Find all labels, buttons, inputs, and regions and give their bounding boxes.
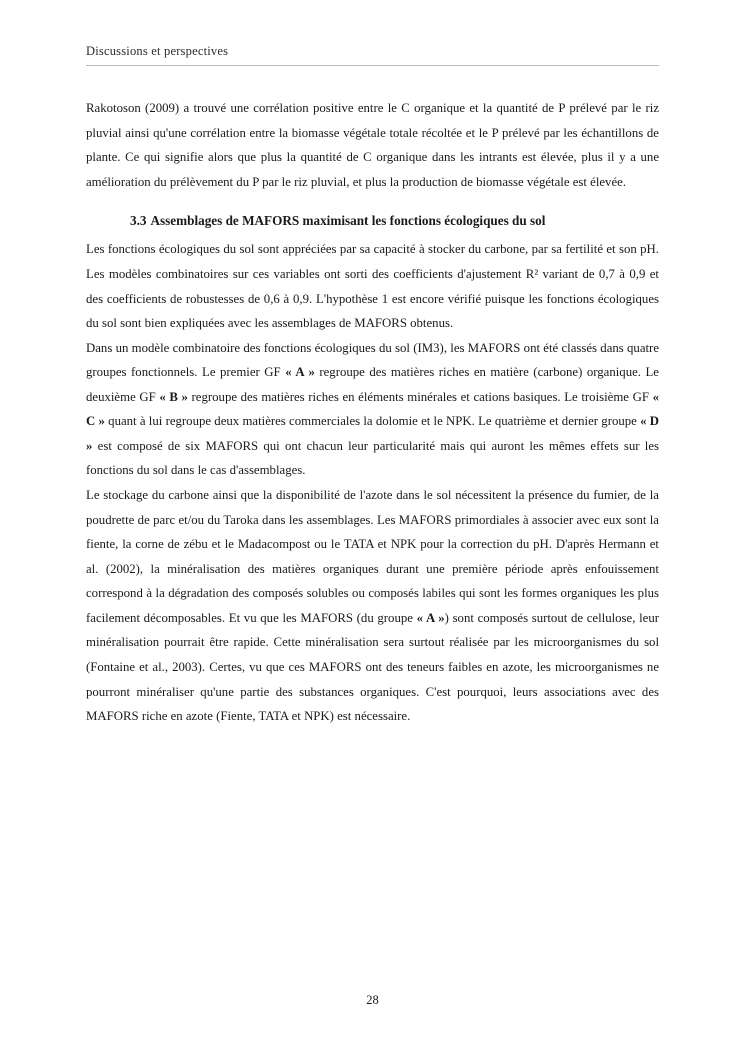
paragraph-1: Rakotoson (2009) a trouvé une corrélation positive entre le C organique et la quantité de P prélevé par le riz pluvial ainsi qu'une corrélation entre la biomasse végétale totale récoltée et le P prélevé par les échantillons de plante. Ce qui signifie alors que plus la quantité de C organique dans les intrants est élevée, plus il y a une amélioration du prélèvement du P par le riz pluvial, et plus la production de biomasse végétale est élevée. xyxy=(86,101,659,189)
header-divider xyxy=(86,65,659,66)
running-header: Discussions et perspectives xyxy=(86,44,229,58)
page-number: 28 xyxy=(366,993,379,1007)
section-title: Assemblages de MAFORS maximisant les fonctions écologiques du sol xyxy=(150,213,546,229)
paragraph-4: Le stockage du carbone ainsi que la disponibilité de l'azote dans le sol nécessitent la présence du fumier, de la poudrette de parc et/ou du Taroka dans les assemblages. Les MAFORS primordiales à associer avec eux sont la fiente, la corne de zébu et le Madacompost ou le TATA et NPK pour la correction du pH. D'après Hermann et al. (2002), la minéralisation des matières organiques durant une première période après enfouissement correspond à la dégradation des composés solubles ou composés labiles qui sont les formes organiques les plus facilement décomposables. Et vu que les MAFORS (du groupe « A ») sont composés surtout de cellulose, leur minéralisation pourrait être rapide. Cette minéralisation sera surtout réalisée par les microorganismes du sol (Fontaine et al., 2003). Certes, vu que ces MAFORS ont des teneurs faibles en azote, les microorganismes ne pourront minéraliser qu'une partie des substances organiques. C'est pourquoi, leurs associations avec des MAFORS riche en azote (Fiente, TATA et NPK) est nécessaire. xyxy=(86,488,659,724)
section-number: 3.3 xyxy=(130,213,147,229)
paragraph-3: Dans un modèle combinatoire des fonctions écologiques du sol (IM3), les MAFORS ont été classés dans quatre groupes fonctionnels. Le premier GF « A » regroupe des matières riches en matière (carbone) organique. Le deuxième GF « B » regroupe des matières riches en éléments minérales et cations basiques. Le troisième GF « C » quant à lui regroupe deux matières commerciales la dolomie et le NPK. Le quatrième et dernier groupe « D » est composé de six MAFORS qui ont chacun leur particularité mais qui auront les mêmes effets sur les fonctions du sol dans le cas d'assemblages. xyxy=(86,340,659,478)
section-heading xyxy=(86,210,659,231)
paragraph-2: Les fonctions écologiques du sol sont appréciées par sa capacité à stocker du carbone, par sa fertilité et son pH. Les modèles combinatoires sur ces variables ont sorti des coefficients d'ajustement R² variant de 0,7 à 0,9 et des coefficients de robustesses de 0,6 à 0,9. L'hypothèse 1 est encore vérifié puisque les fonctions écologiques du sol sont bien expliquées avec les assemblages de MAFORS obtenus. xyxy=(86,242,659,331)
